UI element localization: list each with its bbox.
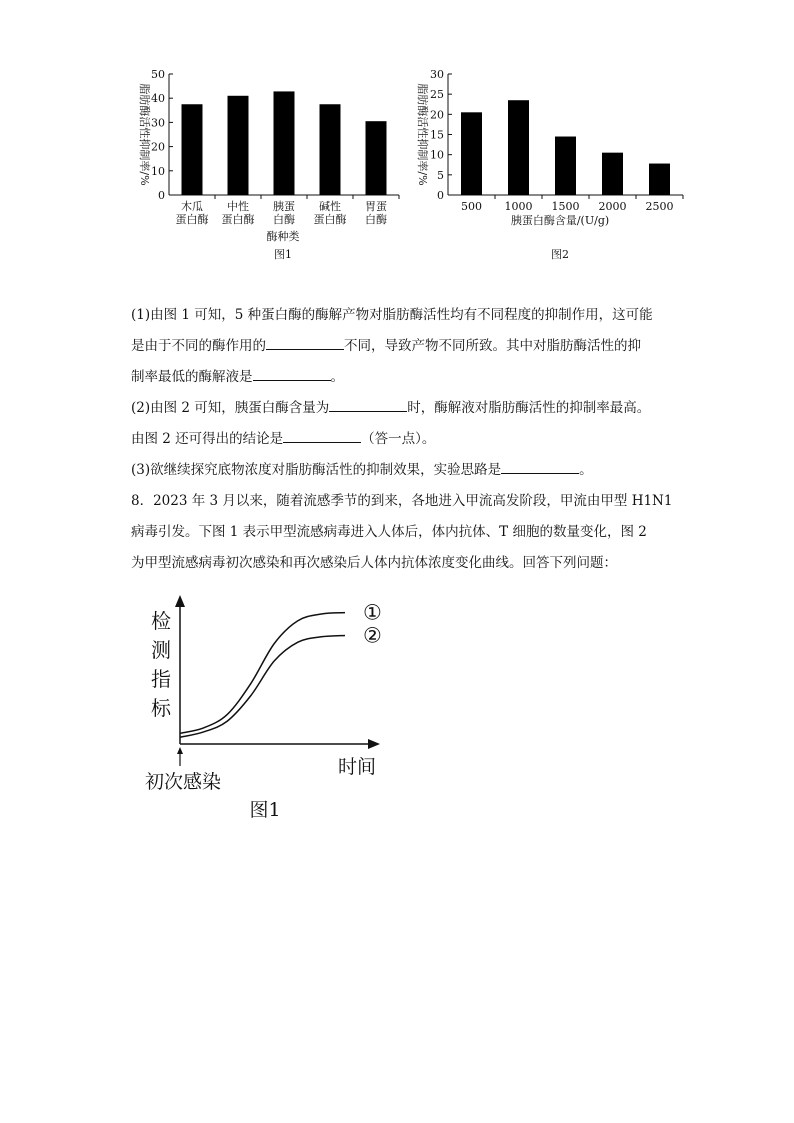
- y-tick-label: 10: [151, 164, 165, 178]
- answer-blank[interactable]: [283, 428, 361, 443]
- x-tick-label: 蛋白酶: [175, 213, 209, 226]
- svg-text:脂肪酶活性抑制率/%: 脂肪酶活性抑制率/%: [138, 83, 151, 186]
- y-axis-label: [416, 83, 430, 185]
- q2-line1: (2)由图 2 可知，胰蛋白酶含量为 时，酶解液对脂肪酶活性的抑制率最高。: [131, 393, 671, 424]
- y-tick-label: 30: [430, 68, 444, 81]
- bar: [461, 112, 482, 195]
- y-tick-label: 30: [151, 116, 165, 130]
- series-line: [180, 613, 345, 734]
- x-tick-label: 碱性: [319, 200, 341, 213]
- x-tick-label: 1000: [504, 200, 533, 213]
- chart-caption: 图1: [274, 248, 292, 261]
- chart2-trypsin-content: [405, 62, 690, 262]
- bar: [274, 91, 295, 195]
- x-axis-label: 时间: [337, 756, 377, 778]
- x-tick-label: 蛋白酶: [221, 213, 255, 226]
- chart-caption: 图1: [249, 799, 281, 821]
- q1-line3: 制率最低的酶解液是 。: [131, 362, 671, 393]
- x-tick-label: 2000: [598, 200, 627, 213]
- q1-line2: 是由于不同的酶作用的 不同，导致产物不同所致。其中对脂肪酶活性的抑: [131, 331, 671, 362]
- x-tick-label: 500: [461, 200, 482, 213]
- bar: [508, 100, 529, 195]
- x-tick-label: 中性: [227, 200, 249, 213]
- q8-line1: 8．2023 年 3 月以来，随着流感季节的到来，各地进入甲流高发阶段，甲流由甲型 H1N1: [131, 493, 673, 509]
- y-tick-label: 25: [430, 88, 444, 102]
- x-tick-label: 1500: [551, 200, 580, 213]
- x-tick-label: 2500: [645, 200, 674, 213]
- y-tick-label: 20: [430, 108, 444, 122]
- y-tick-label: 20: [151, 140, 165, 154]
- y-axis-label-char: 标: [151, 696, 171, 720]
- q3-line: (3)欲继续探究底物浓度对脂肪酶活性的抑制效果，实验思路是 。: [131, 455, 671, 486]
- y-tick-label: 0: [158, 189, 165, 202]
- series-label: ②: [363, 623, 382, 648]
- q8-line2: 病毒引发。下图 1 表示甲型流感病毒进入人体后，体内抗体、T 细胞的数量变化，图 2: [131, 524, 647, 540]
- bar: [228, 96, 249, 195]
- bar: [602, 153, 623, 195]
- x-axis-arrow: [368, 739, 380, 749]
- q1-line1: (1)由图 1 可知，5 种蛋白酶的酶解产物对脂肪酶活性均有不同程度的抑制作用，这可能: [131, 307, 653, 323]
- bar: [320, 104, 341, 195]
- x-tick-label: 蛋白酶: [313, 213, 347, 226]
- y-tick-label: 50: [151, 68, 165, 81]
- y-tick-label: 5: [437, 168, 444, 182]
- answer-blank[interactable]: [266, 335, 344, 350]
- y-axis-label-char: 测: [151, 638, 171, 662]
- series-line: [180, 635, 345, 737]
- x-tick-label: 胃蛋: [365, 200, 387, 213]
- bar: [555, 137, 576, 195]
- chart3-detection-curves: [135, 590, 395, 830]
- y-axis-arrow: [175, 595, 185, 607]
- q2-line2: 由图 2 还可得出的结论是 （答一点）。: [131, 424, 671, 455]
- x-axis-label: 酶种类: [266, 230, 300, 243]
- y-tick-label: 10: [430, 148, 444, 162]
- x-tick-label: 白酶: [273, 213, 295, 226]
- bar: [182, 104, 203, 195]
- bar: [366, 121, 387, 195]
- y-tick-label: 0: [437, 189, 444, 202]
- x-tick-label: 白酶: [365, 213, 387, 226]
- bar: [649, 164, 670, 195]
- question-block: [131, 300, 671, 579]
- chart-caption: 图2: [551, 248, 569, 261]
- y-axis-label-char: 指: [151, 667, 171, 691]
- answer-blank[interactable]: [253, 366, 331, 381]
- chart1-enzyme-types: [125, 62, 405, 262]
- x-axis-label: 胰蛋白酶含量/(U/g): [510, 214, 610, 227]
- answer-blank[interactable]: [329, 397, 407, 412]
- start-marker-arrow: [177, 747, 183, 754]
- start-label: 初次感染: [144, 771, 222, 793]
- y-tick-label: 15: [430, 128, 444, 142]
- y-tick-label: 40: [151, 92, 165, 106]
- y-axis-label-char: 检: [151, 609, 171, 633]
- answer-blank[interactable]: [501, 459, 579, 474]
- x-tick-label: 胰蛋: [273, 200, 295, 213]
- y-axis-label: [138, 83, 152, 185]
- series-label: ①: [363, 600, 382, 625]
- q8-line3: 为甲型流感病毒初次感染和再次感染后人体内抗体浓度变化曲线。回答下列问题：: [131, 555, 617, 571]
- svg-text:脂肪酶活性抑制率/%: 脂肪酶活性抑制率/%: [416, 83, 429, 186]
- x-tick-label: 木瓜: [181, 200, 203, 213]
